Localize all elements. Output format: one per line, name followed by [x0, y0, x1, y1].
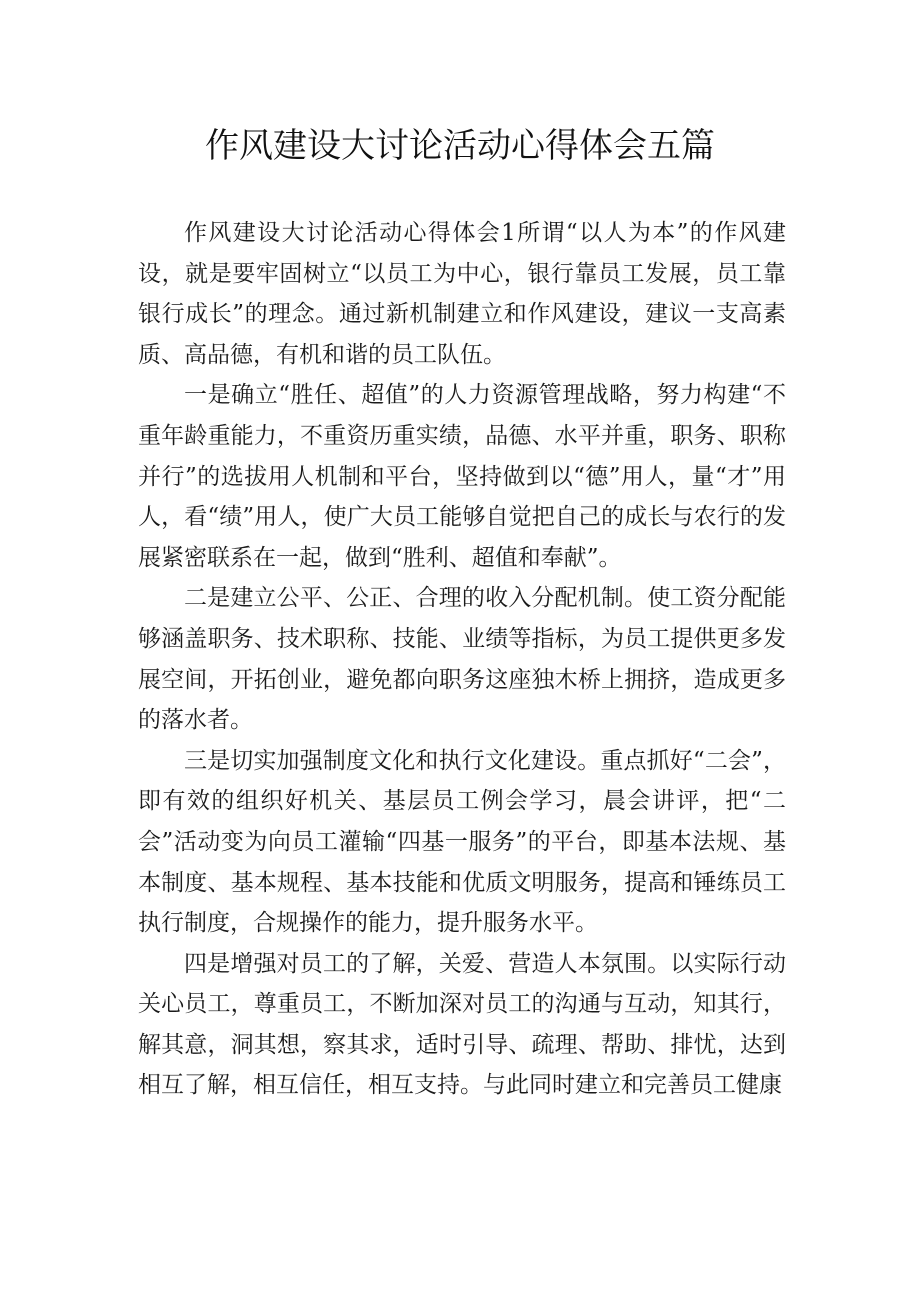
paragraph-point-two: 二是建立公平、公正、合理的收入分配机制。使工资分配能够涵盖职务、技术职称、技能、业绩等指标，为员工提供更多发展空间，开拓创业，避免都向职务这座独木桥上拥挤，造成更多的落水者。 [138, 585, 786, 734]
paragraph-point-four: 四是增强对员工的了解，关爱、营造人本氛围。以实际行动关心员工，尊重员工，不断加深对员工的沟通与互动，知其行，解其意，洞其想，察其求，适时引导、疏理、帮助、排忧，达到相互了解，相互信任，相互支持。与此同时建立和完善员工健康 [138, 950, 786, 1099]
paragraph-point-one: 一是确立“胜任、超值”的人力资源管理战略，努力构建“不重年龄重能力，不重资历重实绩，品德、水平并重，职务、职称并行”的选拔用人机制和平台，坚持做到以“德”用人，量“才”用人，看“绩”用人，使广大员工能够自觉把自己的成长与农行的发展紧密联系在一起，做到“胜利、超值和奉献”。 [138, 382, 786, 571]
paragraph-point-three: 三是切实加强制度文化和执行文化建设。重点抓好“二会”，即有效的组织好机关、基层员工例会学习，晨会讲评，把“二会”活动变为向员工灌输“四基一服务”的平台，即基本法规、基本制度、基本规程、基本技能和优质文明服务，提高和锤练员工执行制度，合规操作的能力，提升服务水平。 [138, 747, 786, 937]
document-title: 作风建设大讨论活动心得体会五篇 [205, 126, 715, 166]
paragraph-intro: 作风建设大讨论活动心得体会1所谓“以人为本”的作风建设，就是要牢固树立“以员工为中心，银行靠员工发展，员工靠银行成长”的理念。通过新机制建立和作风建设，建议一支高素质、高品德，有机和谐的员工队伍。 [138, 220, 786, 368]
document-body [138, 213, 786, 1106]
